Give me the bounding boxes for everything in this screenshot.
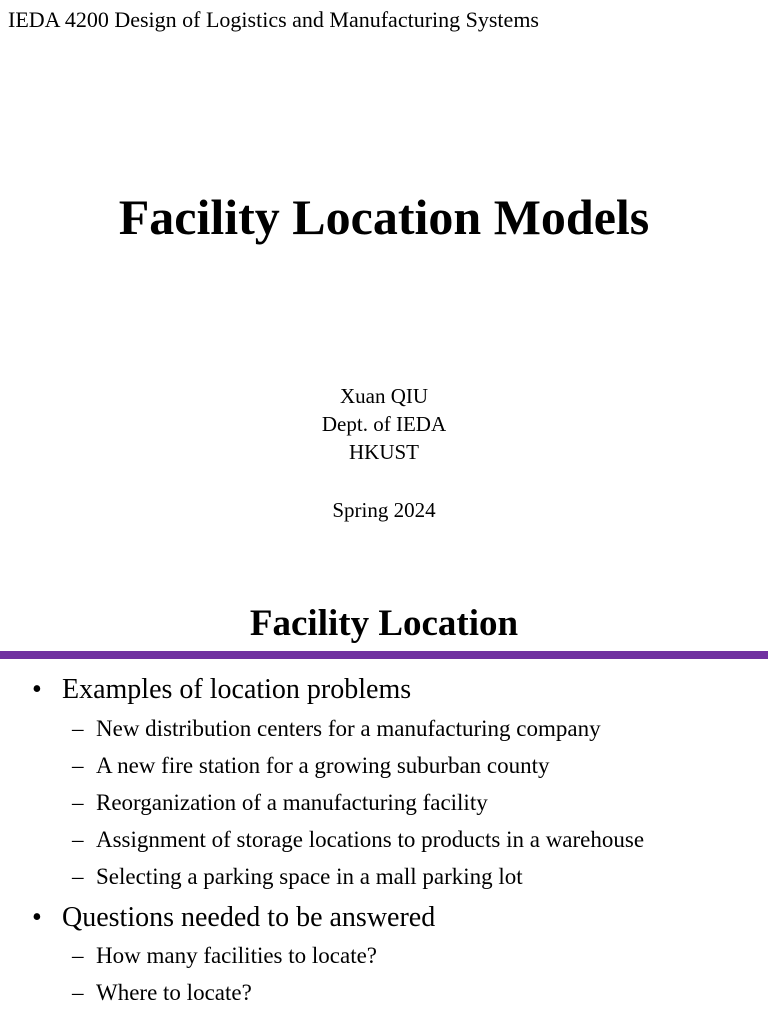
sub-item	[72, 788, 488, 818]
sub-text: Assignment of storage locations to products in a warehouse	[96, 827, 645, 852]
sub-marker: –	[72, 827, 84, 852]
sub-text: Where to locate?	[96, 980, 252, 1005]
sub-text: Selecting a parking space in a mall parking lot	[96, 864, 523, 889]
bullet-item	[32, 673, 411, 707]
sub-text: New distribution centers for a manufacturing company	[96, 716, 601, 741]
bullet-text: Questions needed to be answered	[62, 902, 436, 933]
sub-text: How many facilities to locate?	[96, 943, 378, 968]
sub-text: Reorganization of a manufacturing facility	[96, 790, 488, 815]
bullet-text: Examples of location problems	[62, 674, 412, 705]
term: Spring 2024	[332, 498, 436, 522]
sub-item	[72, 941, 377, 971]
sub-marker: –	[72, 943, 84, 968]
sub-item	[72, 978, 252, 1008]
sub-item	[72, 862, 523, 892]
sub-marker: –	[72, 753, 84, 778]
sub-item	[72, 751, 550, 781]
slide-title: Facility Location	[249, 603, 519, 644]
sub-marker: –	[72, 864, 84, 889]
author-dept: Dept. of IEDA	[321, 412, 447, 436]
sub-marker: –	[72, 790, 84, 815]
course-header: IEDA 4200 Design of Logistics and Manufacturing Systems	[8, 7, 539, 32]
author-block	[0, 382, 768, 466]
sub-item	[72, 825, 644, 855]
sub-marker: –	[72, 716, 84, 741]
sub-text: A new fire station for a growing suburban county	[96, 753, 550, 778]
bullet-marker: •	[32, 674, 42, 705]
author-school: HKUST	[348, 440, 419, 464]
presentation-title: Facility Location Models	[118, 189, 650, 245]
accent-divider	[0, 651, 768, 659]
sub-marker: –	[72, 980, 84, 1005]
sub-item	[72, 714, 601, 744]
bullet-item	[32, 901, 435, 935]
bullet-marker: •	[32, 902, 42, 933]
author-name: Xuan QIU	[339, 384, 429, 408]
